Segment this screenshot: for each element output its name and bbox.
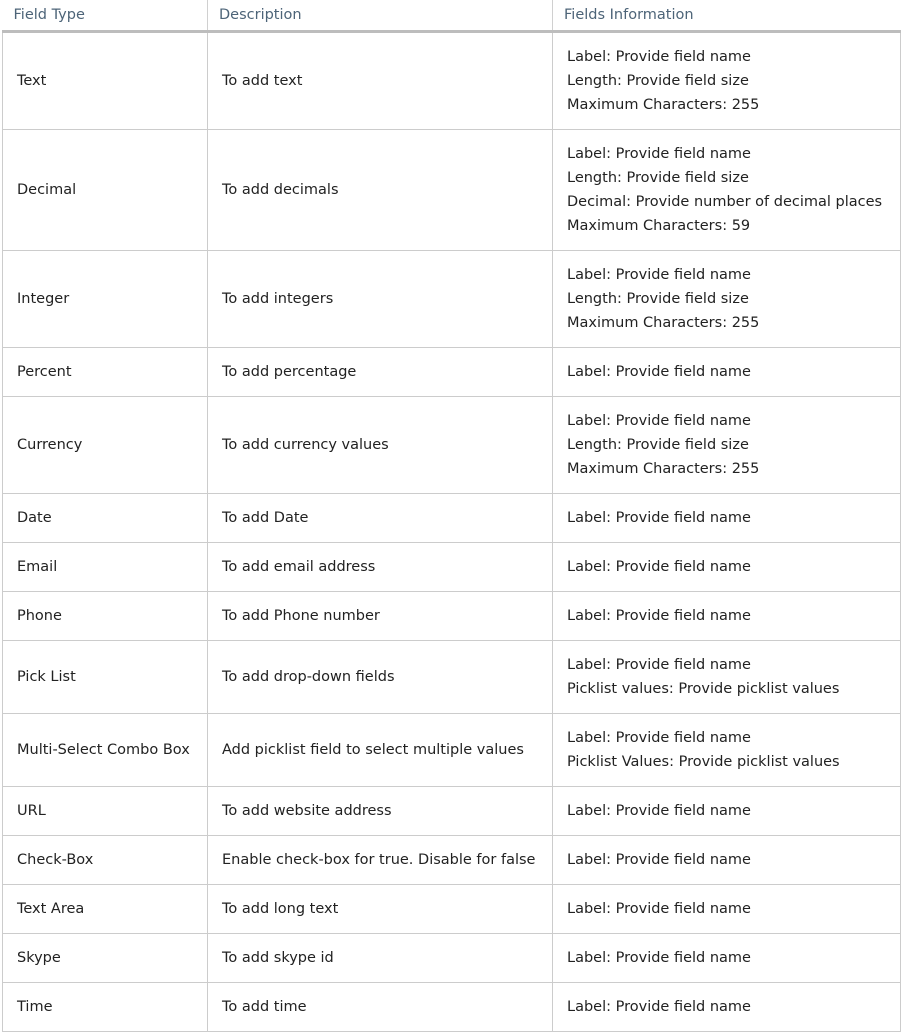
description-cell: To add Phone number bbox=[208, 591, 553, 640]
field-info-line: Label: Provide field name bbox=[567, 558, 751, 575]
field-info-line: Label: Provide field name bbox=[567, 851, 751, 868]
header-fields-information: Fields Information bbox=[553, 0, 901, 31]
table-row bbox=[3, 129, 901, 250]
description-cell: To add decimals bbox=[208, 129, 553, 250]
description-cell: To add email address bbox=[208, 542, 553, 591]
fields-information-cell bbox=[553, 129, 901, 250]
description-cell: To add Date bbox=[208, 493, 553, 542]
field-type-cell: Check-Box bbox=[3, 835, 208, 884]
table-row bbox=[3, 347, 901, 396]
field-info-line: Length: Provide field size bbox=[567, 290, 749, 307]
fields-information-cell bbox=[553, 884, 901, 933]
fields-information-cell bbox=[553, 982, 901, 1031]
description-cell: To add website address bbox=[208, 786, 553, 835]
description-cell: To add currency values bbox=[208, 396, 553, 493]
field-type-cell: URL bbox=[3, 786, 208, 835]
description-cell: To add integers bbox=[208, 250, 553, 347]
table-body bbox=[3, 31, 901, 1031]
field-info-line: Label: Provide field name bbox=[567, 412, 751, 429]
fields-information-cell bbox=[553, 31, 901, 129]
field-type-cell: Decimal bbox=[3, 129, 208, 250]
field-info-line: Label: Provide field name bbox=[567, 145, 751, 162]
field-type-cell: Text bbox=[3, 31, 208, 129]
field-type-cell: Time bbox=[3, 982, 208, 1031]
fields-information-cell bbox=[553, 835, 901, 884]
field-info-line: Maximum Characters: 255 bbox=[567, 460, 760, 477]
description-cell: To add long text bbox=[208, 884, 553, 933]
table-row bbox=[3, 786, 901, 835]
field-info-line: Label: Provide field name bbox=[567, 266, 751, 283]
field-info-line: Length: Provide field size bbox=[567, 436, 749, 453]
field-type-cell: Currency bbox=[3, 396, 208, 493]
field-type-cell: Pick List bbox=[3, 640, 208, 713]
fields-information-cell bbox=[553, 396, 901, 493]
field-info-line: Length: Provide field size bbox=[567, 72, 749, 89]
fields-information-cell bbox=[553, 250, 901, 347]
field-info-line: Label: Provide field name bbox=[567, 607, 751, 624]
fields-information-cell bbox=[553, 493, 901, 542]
table-row bbox=[3, 933, 901, 982]
description-cell: Enable check-box for true. Disable for false bbox=[208, 835, 553, 884]
description-cell: Add picklist field to select multiple values bbox=[208, 713, 553, 786]
fields-information-cell bbox=[553, 713, 901, 786]
description-cell: To add percentage bbox=[208, 347, 553, 396]
description-cell: To add text bbox=[208, 31, 553, 129]
fields-information-cell bbox=[553, 640, 901, 713]
field-info-line: Maximum Characters: 255 bbox=[567, 314, 760, 331]
field-info-line: Length: Provide field size bbox=[567, 169, 749, 186]
table-row bbox=[3, 493, 901, 542]
table-header-row bbox=[3, 0, 901, 31]
field-type-cell: Multi-Select Combo Box bbox=[3, 713, 208, 786]
header-description: Description bbox=[208, 0, 553, 31]
table-row bbox=[3, 396, 901, 493]
field-info-line: Label: Provide field name bbox=[567, 900, 751, 917]
field-info-line: Label: Provide field name bbox=[567, 363, 751, 380]
header-field-type: Field Type bbox=[3, 0, 208, 31]
fields-information-cell bbox=[553, 591, 901, 640]
field-info-line: Label: Provide field name bbox=[567, 998, 751, 1015]
field-info-line: Maximum Characters: 59 bbox=[567, 217, 751, 234]
field-info-line: Picklist Values: Provide picklist values bbox=[567, 753, 840, 770]
table-row bbox=[3, 542, 901, 591]
description-cell: To add time bbox=[208, 982, 553, 1031]
field-info-line: Maximum Characters: 255 bbox=[567, 96, 760, 113]
field-info-line: Label: Provide field name bbox=[567, 729, 751, 746]
field-type-cell: Email bbox=[3, 542, 208, 591]
table-row bbox=[3, 884, 901, 933]
table-row bbox=[3, 640, 901, 713]
field-types-table bbox=[2, 0, 901, 1032]
table-row bbox=[3, 835, 901, 884]
table-row bbox=[3, 713, 901, 786]
table-row bbox=[3, 982, 901, 1031]
field-info-line: Label: Provide field name bbox=[567, 656, 751, 673]
field-type-cell: Text Area bbox=[3, 884, 208, 933]
field-type-cell: Date bbox=[3, 493, 208, 542]
table-row bbox=[3, 250, 901, 347]
fields-information-cell bbox=[553, 933, 901, 982]
description-cell: To add skype id bbox=[208, 933, 553, 982]
field-info-line: Picklist values: Provide picklist values bbox=[567, 680, 840, 697]
field-type-cell: Skype bbox=[3, 933, 208, 982]
field-type-cell: Integer bbox=[3, 250, 208, 347]
table-row bbox=[3, 591, 901, 640]
fields-information-cell bbox=[553, 347, 901, 396]
field-info-line: Label: Provide field name bbox=[567, 48, 751, 65]
description-cell: To add drop-down fields bbox=[208, 640, 553, 713]
field-type-cell: Phone bbox=[3, 591, 208, 640]
fields-information-cell bbox=[553, 786, 901, 835]
table-row bbox=[3, 31, 901, 129]
field-info-line: Decimal: Provide number of decimal places bbox=[567, 193, 883, 210]
field-info-line: Label: Provide field name bbox=[567, 949, 751, 966]
field-type-cell: Percent bbox=[3, 347, 208, 396]
fields-information-cell bbox=[553, 542, 901, 591]
field-info-line: Label: Provide field name bbox=[567, 509, 751, 526]
field-info-line: Label: Provide field name bbox=[567, 802, 751, 819]
